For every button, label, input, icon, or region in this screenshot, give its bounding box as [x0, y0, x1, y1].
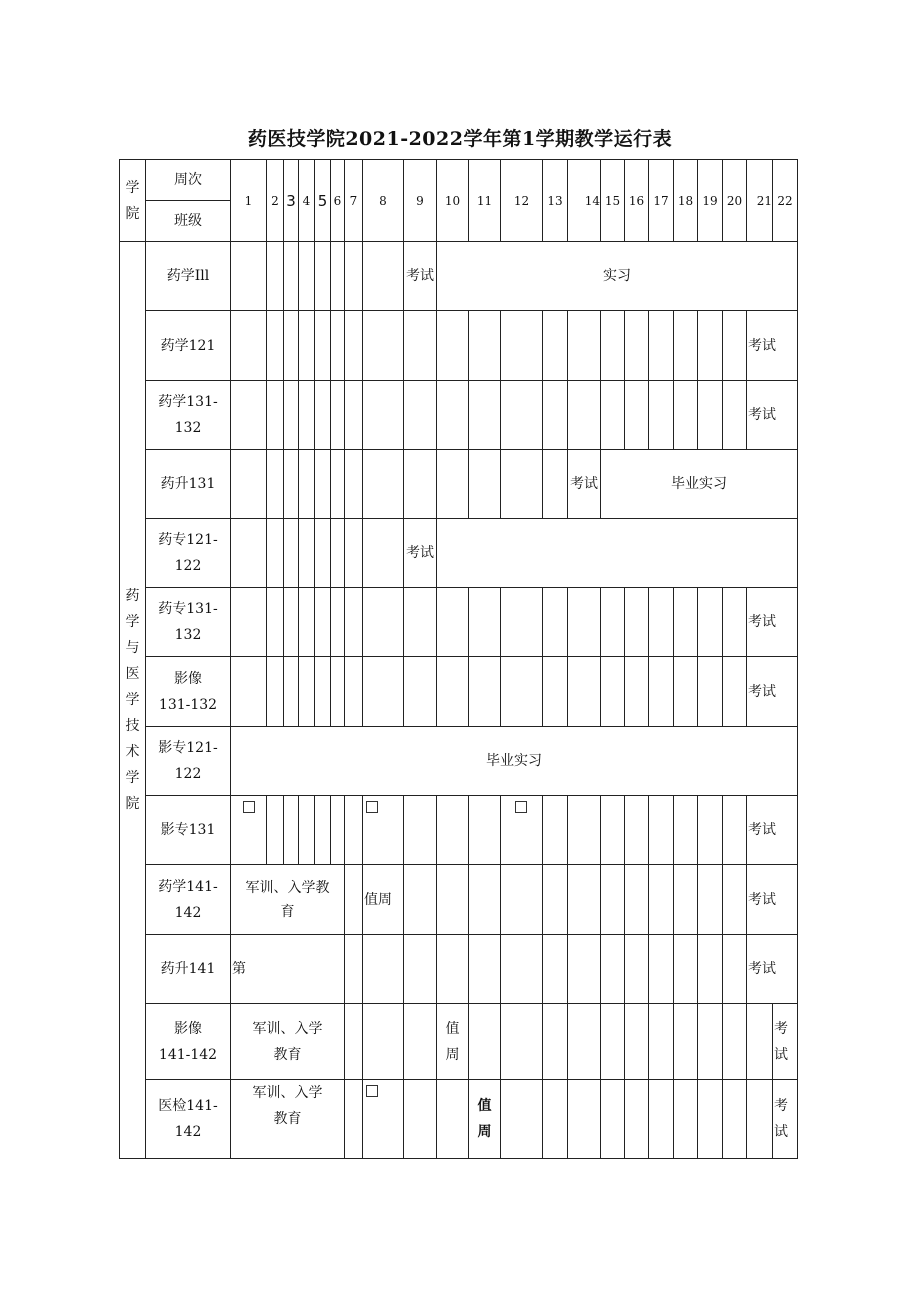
class-name: 影像 131-132 [146, 657, 231, 727]
week-10: 10 [437, 160, 469, 242]
table-row [120, 865, 798, 935]
header-class-label: 班级 [146, 201, 231, 242]
page-title: 药医技学院2021-2022学年第1学期教学运行表 [247, 128, 673, 150]
table-row [120, 657, 798, 727]
exam-cell: 考试 [747, 381, 798, 450]
training-cell: 军训、入学教 育 [231, 865, 345, 935]
checkbox-icon [366, 801, 378, 813]
class-name: 药升131 [146, 450, 231, 519]
note-cell: 第 [231, 935, 345, 1004]
week-4: 4 [299, 160, 315, 242]
week-1: 1 [231, 160, 267, 242]
training-cell: 军训、入学 教育 [231, 1080, 345, 1159]
class-name: 药学131- 132 [146, 381, 231, 450]
teaching-schedule-table [119, 159, 798, 1159]
week-18: 18 [674, 160, 698, 242]
class-name: 药学141- 142 [146, 865, 231, 935]
exam-cell: 考试 [568, 450, 601, 519]
duty-cell: 值 周 [437, 1004, 469, 1080]
week-2: 2 [267, 160, 284, 242]
exam-cell: 考试 [404, 242, 437, 311]
exam-cell: 考试 [747, 796, 798, 865]
exam-cell: 考试 [747, 311, 798, 381]
table-row [120, 1080, 798, 1159]
exam-cell: 考试 [773, 1004, 798, 1080]
class-name: 药升141 [146, 935, 231, 1004]
header-week-label: 周次 [146, 160, 231, 201]
internship-cell: 毕业实习 [601, 450, 798, 519]
header-row-week [120, 160, 798, 201]
college-name: 药 学 与 医 学 技 术 学 院 [120, 242, 146, 1159]
duty-cell: 值周 [363, 865, 404, 935]
checkbox-icon [366, 1085, 378, 1097]
table-row [120, 588, 798, 657]
table-row [120, 727, 798, 796]
table-row [120, 450, 798, 519]
checkbox-icon [243, 801, 255, 813]
week-19: 19 [698, 160, 723, 242]
class-name: 影专121- 122 [146, 727, 231, 796]
class-name: 药学Ill [146, 242, 231, 311]
week-5: 5 [315, 160, 331, 242]
week-16: 16 [625, 160, 649, 242]
week-6: 6 [331, 160, 345, 242]
table-row [120, 242, 798, 311]
week-14: 14 [568, 160, 601, 242]
week-22: 22 [773, 160, 798, 242]
internship-cell: 毕业实习 [231, 727, 798, 796]
duty-cell: 值 周 [469, 1080, 501, 1159]
table-row [120, 519, 798, 588]
week-7: 7 [345, 160, 363, 242]
week-13: 13 [543, 160, 568, 242]
exam-cell: 考试 [747, 588, 798, 657]
table-row [120, 311, 798, 381]
week-20: 20 [723, 160, 747, 242]
table-row [120, 1004, 798, 1080]
class-name: 药专131- 132 [146, 588, 231, 657]
week-8: 8 [363, 160, 404, 242]
week-15: 15 [601, 160, 625, 242]
header-college: 学 院 [120, 160, 146, 242]
exam-cell: 考试 [747, 935, 798, 1004]
table-row [120, 381, 798, 450]
exam-cell: 考试 [747, 657, 798, 727]
week-3: 3 [284, 160, 299, 242]
class-name: 医检141- 142 [146, 1080, 231, 1159]
class-name: 药专121- 122 [146, 519, 231, 588]
training-cell: 军训、入学 教育 [231, 1004, 345, 1080]
class-name: 药学121 [146, 311, 231, 381]
exam-cell: 考试 [747, 865, 798, 935]
class-name: 影像 141-142 [146, 1004, 231, 1080]
week-17: 17 [649, 160, 674, 242]
class-name: 影专131 [146, 796, 231, 865]
week-12: 12 [501, 160, 543, 242]
internship-cell: 实习 [437, 242, 798, 311]
week-11: 11 [469, 160, 501, 242]
week-9: 9 [404, 160, 437, 242]
exam-cell: 考试 [773, 1080, 798, 1159]
week-21: 21 [747, 160, 773, 242]
exam-cell: 考试 [404, 519, 437, 588]
table-row [120, 796, 798, 865]
table-row [120, 935, 798, 1004]
checkbox-icon [515, 801, 527, 813]
